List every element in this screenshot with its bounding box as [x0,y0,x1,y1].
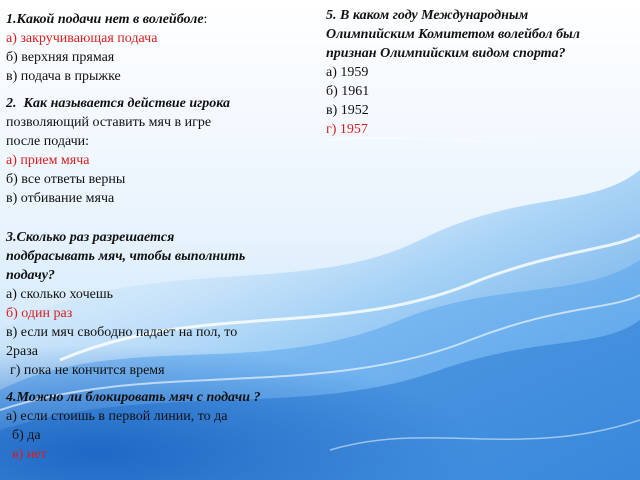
question-4-option-c: в) нет [12,447,47,462]
question-1-title [6,10,306,29]
question-5-title-3: признан Олимпийским видом спорта? [326,46,566,61]
question-2 [6,94,306,208]
question-5-option-c: в) 1952 [326,103,369,118]
question-3 [6,228,306,380]
question-5-title-1: 5. В каком году Международным [326,8,529,23]
question-1 [6,10,306,86]
question-4-title: 4.Можно ли блокировать мяч с подачи ? [6,390,261,405]
question-5-option-d: г) 1957 [326,122,368,137]
question-2-body-2: после подачи: [6,134,90,149]
question-2-option-c: в) отбивание мяча [6,191,115,206]
question-3-title-2: подбрасывать мяч, чтобы выполнить [6,249,246,264]
question-4 [6,388,306,464]
question-3-option-c-cont: 2раза [6,344,38,359]
question-1-option-a: а) закручивающая подача [6,31,158,46]
question-2-option-b: б) все ответы верны [6,172,126,187]
question-1-colon: : [203,12,208,27]
question-3-option-d: г) пока не кончится время [10,363,165,378]
question-3-title-3: подачу? [6,268,55,283]
left-column [6,10,306,464]
question-1-option-c: в) подача в прыжке [6,69,121,84]
question-5 [326,6,626,139]
question-5-title-2: Олимпийским Комитетом волейбол был [326,27,580,42]
question-5-option-a: а) 1959 [326,65,369,80]
question-4-option-a: а) если стоишь в первой линии, то да [6,409,228,424]
question-5-option-b: б) 1961 [326,84,370,99]
question-1-text: 1.Какой подачи нет в волейболе [6,12,204,27]
question-2-title [6,94,306,113]
question-1-option-b: б) верхняя прямая [6,50,115,65]
question-4-option-b: б) да [12,428,41,443]
question-3-option-a: а) сколько хочешь [6,287,113,302]
question-2-option-a: а) прием мяча [6,153,90,168]
question-2-text: Как называется действие игрока [23,96,231,111]
question-3-title-1: 3.Сколько раз разрешается [6,230,175,245]
right-column [326,6,626,139]
question-2-number: 2. [6,96,17,111]
question-2-body-1: позволяющий оставить мяч в игре [6,115,212,130]
question-3-option-b: б) один раз [6,306,73,321]
question-3-option-c: в) если мяч свободно падает на пол, то [6,325,238,340]
